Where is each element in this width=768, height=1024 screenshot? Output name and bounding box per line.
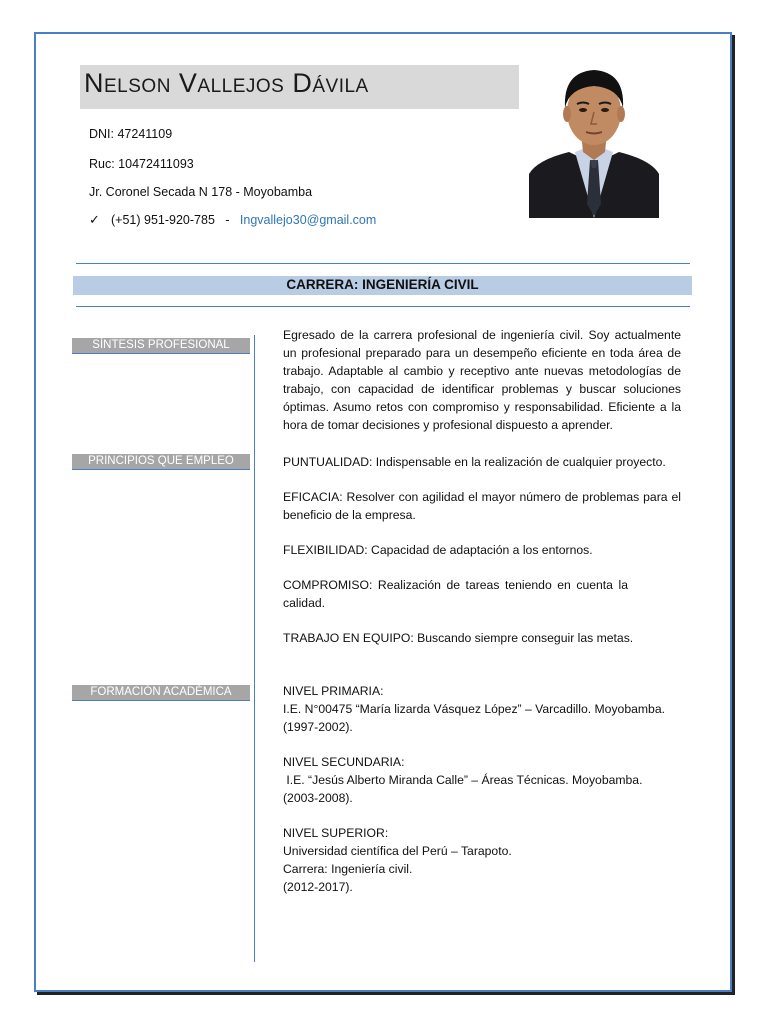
profile-photo — [529, 64, 659, 218]
nivel-years: (2003-2008). — [283, 791, 353, 805]
nivel-line: I.E. “Jesús Alberto Miranda Calle” – Áreas Técnicas. Moyobamba. — [283, 773, 643, 787]
address-line: Jr. Coronel Secada N 178 - Moyobamba — [89, 185, 313, 199]
nivel-secundaria — [283, 753, 681, 807]
nivel-title: NIVEL SECUNDARIA: — [283, 755, 405, 769]
career-title: CARRERA: INGENIERÍA CIVIL — [286, 277, 479, 292]
nivel-line: I.E. N°00475 “María lizarda Vásquez López” – Varcadillo. Moyobamba. — [283, 702, 665, 716]
contact-separator: - — [225, 213, 230, 227]
section-divider — [254, 335, 255, 962]
dni-line: DNI: 47241109 — [89, 127, 173, 141]
nivel-title: NIVEL SUPERIOR: — [283, 826, 389, 840]
nivel-line: Carrera: Ingeniería civil. — [283, 862, 413, 876]
principio-item: FLEXIBILIDAD: Capacidad de adaptación a los entornos. — [283, 543, 593, 557]
formacion-list — [283, 682, 681, 913]
section-label-sintesis: SÍNTESIS PROFESIONAL — [72, 338, 250, 354]
nivel-title: NIVEL PRIMARIA: — [283, 684, 384, 698]
career-top-rule — [76, 263, 690, 264]
principio-item: TRABAJO EN EQUIPO: Buscando siempre conseguir las metas. — [283, 631, 634, 645]
principio-item: PUNTUALIDAD: Indispensable en la realización de cualquier proyecto. — [283, 455, 666, 469]
check-icon: ✓ — [89, 212, 100, 227]
principio-item: EFICACIA: Resolver con agilidad el mayor número de problemas para el beneficio de la empresa. — [283, 490, 681, 522]
principio-item: COMPROMISO: Realización de tareas teniendo en cuenta la calidad. — [283, 578, 628, 610]
email-link[interactable]: Ingvallejo30@gmail.com — [239, 213, 377, 227]
sintesis-text: Egresado de la carrera profesional de ingeniería civil. Soy actualmente un profesional preparado para un desempeño eficiente en toda área de trabajo. Adaptable al cambio y receptivo ante nuevas metodologías de trabajo, con capacidad de identificar problemas y buscar soluciones óptimas. Asumo retos con compromiso y responsabilidad. Eficiente a la hora de tomar decisiones y profesional dispuesto a aprender. — [283, 328, 681, 432]
phone-number: (+51) 951-920-785 — [111, 213, 215, 227]
nivel-line: Universidad científica del Perú – Tarapoto. — [283, 844, 512, 858]
nivel-years: (2012-2017). — [283, 880, 353, 894]
nivel-superior — [283, 824, 681, 896]
nivel-years: (1997-2002). — [283, 720, 353, 734]
section-label-principios: PRINCIPIOS QUE EMPLEO — [72, 454, 250, 470]
principios-list — [283, 453, 681, 664]
nivel-primaria — [283, 682, 681, 736]
ruc-line: Ruc: 10472411093 — [89, 157, 194, 171]
section-label-formacion: FORMACIÓN ACADÉMICA — [72, 685, 250, 701]
career-bottom-rule — [76, 306, 690, 307]
candidate-name: Nelson Vallejos Dávila — [84, 68, 369, 98]
contact-line — [111, 213, 376, 227]
